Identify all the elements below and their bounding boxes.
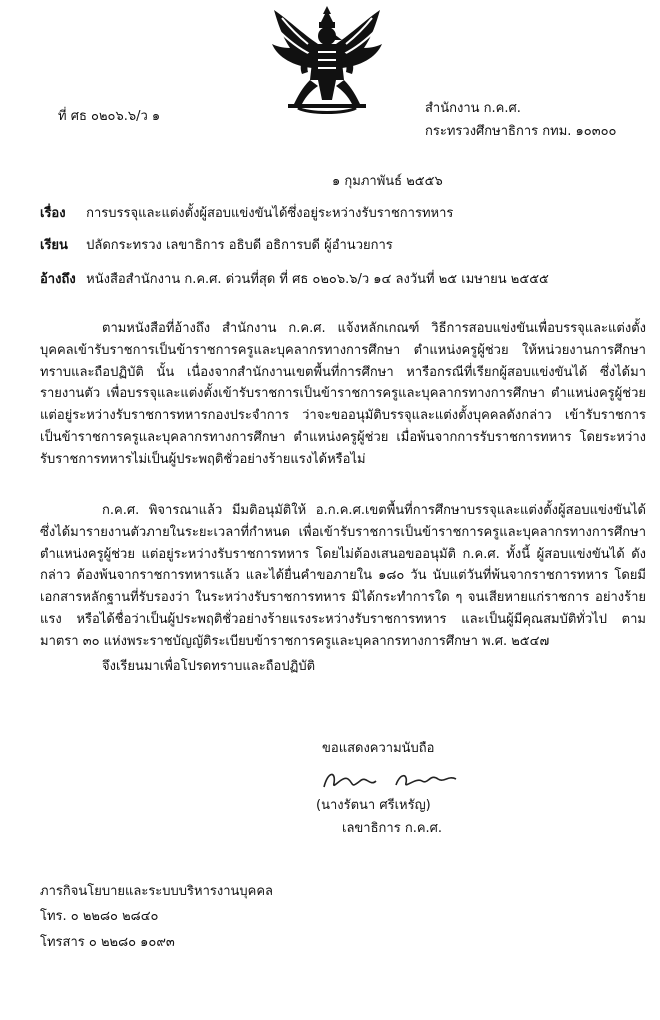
recipient-line (40, 237, 393, 255)
subject-label: เรื่อง (40, 206, 66, 221)
letter-date: ๑ กุมภาพันธ์ ๒๕๕๖ (332, 174, 443, 189)
reference-line (40, 271, 549, 289)
reference-label: อ้างถึง (40, 272, 76, 287)
body-paragraph-1: ตามหนังสือที่อ้างถึง สำนักงาน ก.ค.ศ. แจ้งหลักเกณฑ์ วิธีการสอบแข่งขันเพื่อบรรจุและแต่งตั้งบุคคลเข้ารับราชการเป็นข้าราชการครูและบุคลากรทางการศึกษา ตำแหน่งครูผู้ช่วย ให้หน่วยงานการศึกษาทราบและถือปฏิบัติ นั้น เนื่องจากสำนักงานเขตพื้นที่การศึกษา หารือกรณีที่เรียกผู้สอบแข่งขันได้ ซึ่งได้มารายงานตัว เพื่อบรรจุและแต่งตั้งเข้ารับราชการเป็นข้าราชการครูและบุคลากรทางการศึกษา ตำแหน่งครูผู้ช่วย แต่อยู่ระหว่างรับราชการทหารกองประจำการ ว่าจะขออนุมัติบรรจุและแต่งตั้งบุคคลดังกล่าว เข้ารับราชการเป็นข้าราชการครูและบุคลากรทางการศึกษา ตำแหน่งครูผู้ช่วย เมื่อพ้นจากการรับราชการทหาร โดยระหว่างรับราชการทหารไม่เป็นผู้ประพฤติชั่วอย่างร้ายแรงได้หรือไม่ (40, 321, 646, 467)
garuda-emblem (268, 4, 386, 116)
fax-number: โทรสาร ๐ ๒๒๘๐ ๑๐๙๓ (40, 935, 175, 950)
reference-number: ที่ ศธ ๐๒๐๖.๖/ว ๑ (58, 109, 161, 124)
closing-salutation: ขอแสดงความนับถือ (322, 741, 435, 756)
handwritten-signature (316, 765, 466, 795)
department-name: ภารกิจนโยบายและระบบบริหารงานบุคคล (40, 884, 274, 899)
signatory-title: เลขาธิการ ก.ค.ศ. (342, 821, 443, 836)
subject-text: การบรรจุและแต่งตั้งผู้สอบแข่งขันได้ซึ่งอยู่ระหว่างรับราชการทหาร (86, 206, 454, 221)
reference-text: หนังสือสำนักงาน ก.ค.ศ. ด่วนที่สุด ที่ ศธ ๐๒๐๖.๖/ว ๑๔ ลงวันที่ ๒๕ เมษายน ๒๕๕๕ (86, 272, 549, 287)
subject-line (40, 205, 453, 223)
body-paragraph-2: ก.ค.ศ. พิจารณาแล้ว มีมติอนุมัติให้ อ.ก.ค.ศ.เขตพื้นที่การศึกษาบรรจุและแต่งตั้งผู้สอบแข่งขันได้ ซึ่งได้มารายงานตัวภายในระยะเวลาที่กำหนด เพื่อเข้ารับราชการเป็นข้าราชการครูและบุคลากรทางการศึกษา ตำแหน่งครูผู้ช่วย แต่อยู่ระหว่างรับราชการทหาร โดยไม่ต้องเสนอขออนุมัติ ก.ค.ศ. ทั้งนี้ ผู้สอบแข่งขันได้ ดังกล่าว ต้องพ้นจากราชการทหารแล้ว และได้ยื่นคำขอภายใน ๑๘๐ วัน นับแต่วันที่พ้นจากราชการทหาร โดยมีเอกสารหลักฐานที่รับรองว่า ในระหว่างรับราชการทหาร มิได้กระทำการใด ๆ จนเสียหายแก่ราชการ อย่างร้ายแรง หรือได้ชื่อว่าเป็นผู้ประพฤติชั่วอย่างร้ายแรงระหว่างรับราชการทหาร และเป็นผู้มีคุณสมบัติทั่วไป ตามมาตรา ๓๐ แห่งพระราชบัญญัติระเบียบข้าราชการครูและบุคลากรทางการศึกษา พ.ศ. ๒๕๔๗ (40, 503, 646, 649)
recipient-label: เรียน (40, 238, 68, 253)
signatory-name: (นางรัตนา ศรีเหรัญ) (316, 798, 431, 813)
recipient-text: ปลัดกระทรวง เลขาธิการ อธิบดี อธิการบดี ผู้อำนวยการ (86, 238, 393, 253)
issuing-office: สำนักงาน ก.ค.ศ. (425, 101, 521, 116)
phone-number: โทร. ๐ ๒๒๘๐ ๒๘๔๐ (40, 909, 159, 924)
body-paragraph-3: จึงเรียนมาเพื่อโปรดทราบและถือปฏิบัติ (102, 659, 316, 674)
ministry-address: กระทรวงศึกษาธิการ กทม. ๑๐๓๐๐ (425, 124, 617, 139)
